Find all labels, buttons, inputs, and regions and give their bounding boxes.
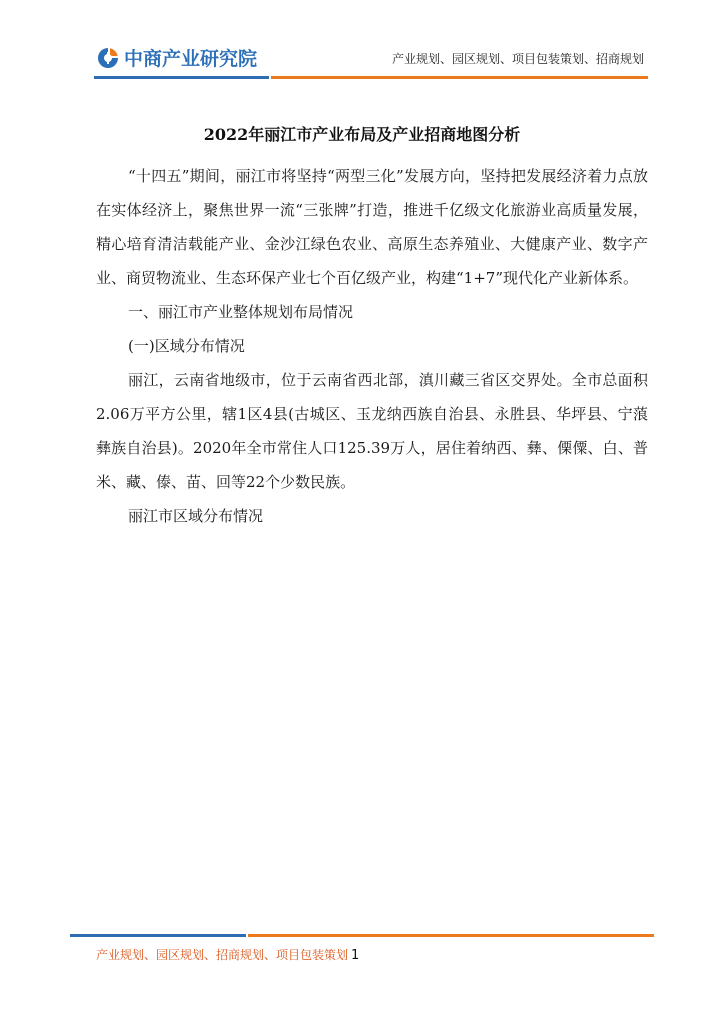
- footer-rule-orange: [248, 934, 654, 937]
- footer-rule-blue: [70, 934, 246, 937]
- document-body: [96, 159, 648, 533]
- header-rule-orange: [271, 76, 648, 79]
- company-logo: [96, 44, 257, 71]
- footer-text: 产业规划、园区规划、招商规划、项目包装策划: [96, 948, 349, 962]
- subsection-heading: (一)区域分布情况: [128, 337, 245, 355]
- document-title: 2022年丽江市产业布局及产业招商地图分析: [203, 125, 521, 144]
- header-tagline: 产业规划、园区规划、项目包装策划、招商规划: [391, 52, 644, 66]
- logo-text: 中商产业研究院: [124, 48, 258, 70]
- figure-caption: 丽江市区域分布情况: [128, 507, 264, 525]
- logo-mark-icon: [96, 46, 120, 70]
- section-heading: 一、丽江市产业整体规划布局情况: [128, 303, 354, 321]
- page-number: 1: [351, 948, 360, 963]
- header-rule-blue: [94, 76, 269, 79]
- paragraph-intro: “十四五”期间，丽江市将坚持“两型三化”发展方向，坚持把发展经济着力点放在实体经济上，聚焦世界一流“三张牌”打造，推进千亿级文化旅游业高质量发展，精心培育清洁载能产业、金沙江绿色农业、高原生态养殖业、大健康产业、数字产业、商贸物流业、生态环保产业七个百亿级产业，构建“1+7”现代化产业新体系。: [96, 167, 648, 287]
- paragraph-overview: 丽江，云南省地级市，位于云南省西北部，滇川藏三省区交界处。全市总面积2.06万平方公里，辖1区4县(古城区、玉龙纳西族自治县、永胜县、华坪县、宁蒗彝族自治县)。2020年全市常住人口125.39万人，居住着纳西、彝、傈僳、白、普米、藏、傣、苗、回等22个少数民族。: [96, 371, 648, 491]
- page-footer: [96, 946, 359, 963]
- page-header: [0, 0, 724, 90]
